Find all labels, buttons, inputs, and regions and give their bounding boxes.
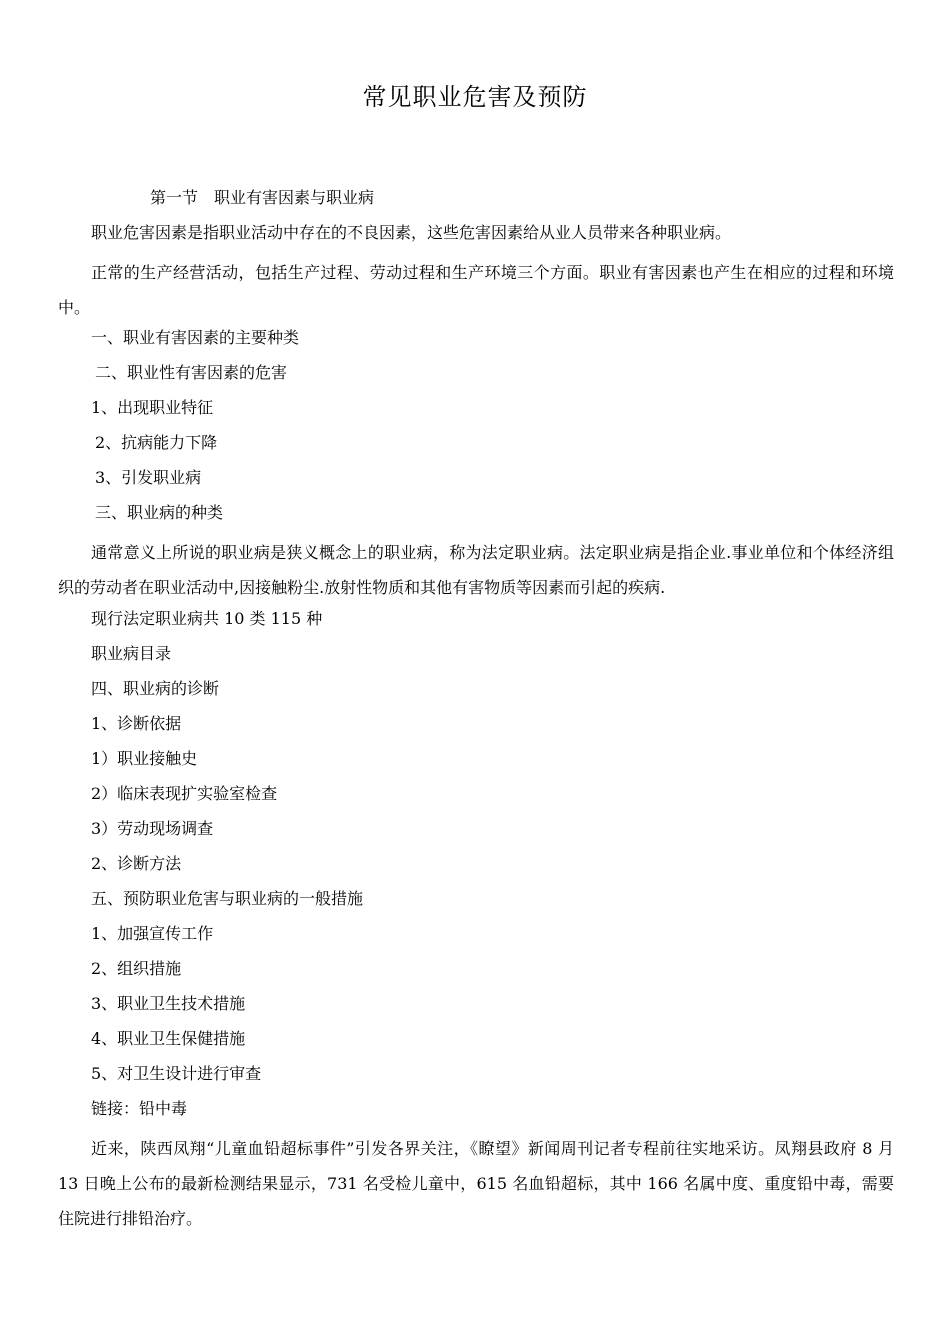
- list-item: 3）劳动现场调查: [91, 819, 214, 838]
- heading-5: 五、预防职业危害与职业病的一般措施: [91, 889, 364, 908]
- list-item: 3、职业卫生技术措施: [91, 994, 246, 1013]
- document-title: 常见职业危害及预防: [362, 83, 588, 111]
- list-item: 5、对卫生设计进行审查: [91, 1064, 262, 1083]
- section-heading: 第一节 职业有害因素与职业病: [150, 188, 375, 207]
- list-item: 2、抗病能力下降: [95, 433, 218, 452]
- paragraph-4: 现行法定职业病共 10 类 115 种: [91, 609, 323, 628]
- paragraph-2: 正常的生产经营活动，包括生产过程、劳动过程和生产环境三个方面。职业有害因素也产生在相应的过程和环境中。: [58, 263, 894, 317]
- link-heading: 链接：铅中毒: [91, 1099, 188, 1118]
- list-item: 2、组织措施: [91, 959, 182, 978]
- paragraph-5: 职业病目录: [91, 644, 172, 663]
- paragraph-1: 职业危害因素是指职业活动中存在的不良因素，这些危害因素给从业人员带来各种职业病。: [91, 223, 732, 242]
- heading-2: 二、职业性有害因素的危害: [95, 363, 288, 382]
- heading-4: 四、职业病的诊断: [91, 679, 220, 698]
- paragraph-6: 近来，陕西凤翔“儿童血铅超标事件”引发各界关注，《瞭望》新闻周刊记者专程前往实地采访。凤翔县政府 8 月 13 日晚上公布的最新检测结果显示，731 名受检儿童中，615 名血铅超标，其中 166 名属中度、重度铅中毒，需要住院进行排铅治疗。: [58, 1139, 894, 1228]
- paragraph-3: 通常意义上所说的职业病是狭义概念上的职业病，称为法定职业病。法定职业病是指企业.事业单位和个体经济组织的劳动者在职业活动中,因接触粉尘.放射性物质和其他有害物质等因素而引起的疾病.: [58, 543, 894, 597]
- list-item: 2）临床表现扩实验室检查: [91, 784, 278, 803]
- heading-3: 三、职业病的种类: [95, 503, 224, 522]
- list-item: 1）职业接触史: [91, 749, 198, 768]
- heading-1: 一、职业有害因素的主要种类: [91, 328, 300, 347]
- list-item: 1、出现职业特征: [91, 398, 214, 417]
- list-item: 3、引发职业病: [95, 468, 202, 487]
- list-item: 2、诊断方法: [91, 854, 182, 873]
- list-item: 1、诊断依据: [91, 714, 182, 733]
- list-item: 4、职业卫生保健措施: [91, 1029, 246, 1048]
- list-item: 1、加强宣传工作: [91, 924, 214, 943]
